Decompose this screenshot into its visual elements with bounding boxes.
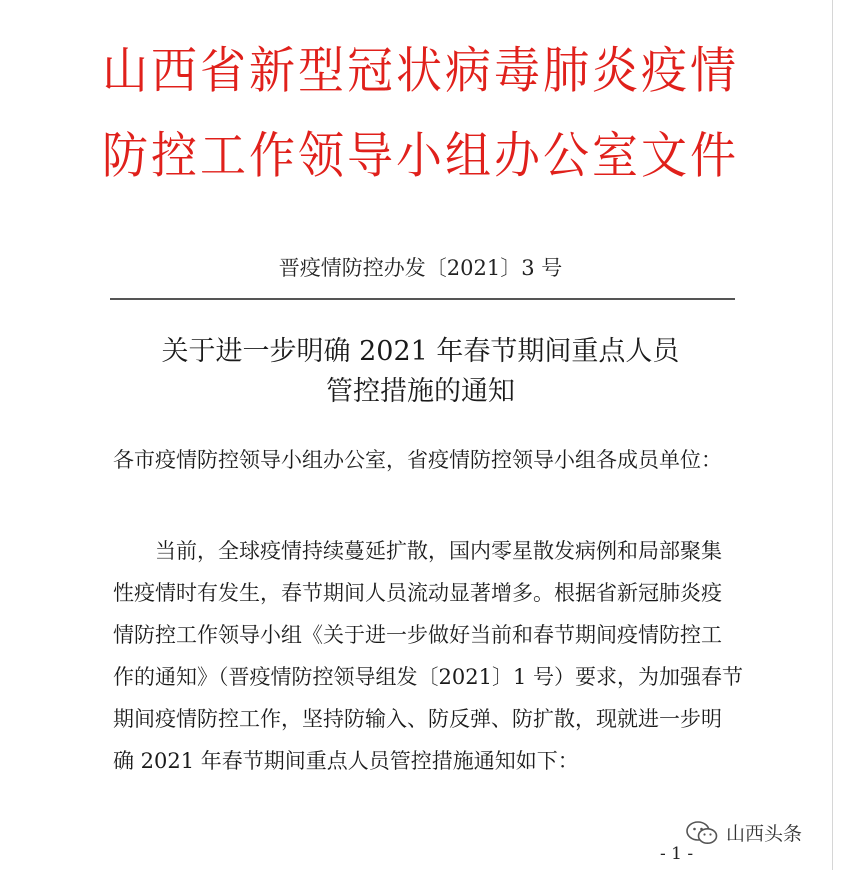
notice-title-line-1: 关于进一步明确 2021 年春节期间重点人员 — [161, 336, 680, 367]
red-header-title-line-2: 防控工作领导小组办公室文件 — [102, 125, 739, 185]
header-divider — [110, 298, 735, 300]
wechat-icon — [686, 820, 718, 846]
body-line-5: 期间疫情防控工作，坚持防输入、防反弹、防扩散，现就进一步明 — [113, 707, 722, 731]
recipient-salutation: 各市疫情防控领导小组办公室，省疫情防控领导小组各成员单位： — [113, 448, 722, 472]
body-line-4: 作的通知》（晋疫情防控领导组发〔2021〕1 号）要求，为加强春节 — [113, 665, 743, 689]
red-header-title-line-1: 山西省新型冠状病毒肺炎疫情 — [102, 40, 739, 100]
body-line-2: 性疫情时有发生，春节期间人员流动显著增多。根据省新冠肺炎疫 — [113, 581, 722, 605]
watermark-text: 山西头条 — [726, 823, 803, 845]
source-watermark — [686, 819, 802, 846]
document-number: 晋疫情防控办发〔2021〕3 号 — [278, 256, 563, 280]
page-number: - 1 - — [660, 844, 694, 864]
body-line-6: 确 2021 年春节期间重点人员管控措施通知如下： — [113, 749, 579, 773]
body-line-3: 情防控工作领导小组《关于进一步做好当前和春节期间疫情防控工 — [113, 623, 722, 647]
body-line-1: 当前，全球疫情持续蔓延扩散，国内零星散发病例和局部聚集 — [155, 539, 722, 563]
notice-title-line-2: 管控措施的通知 — [326, 376, 515, 407]
